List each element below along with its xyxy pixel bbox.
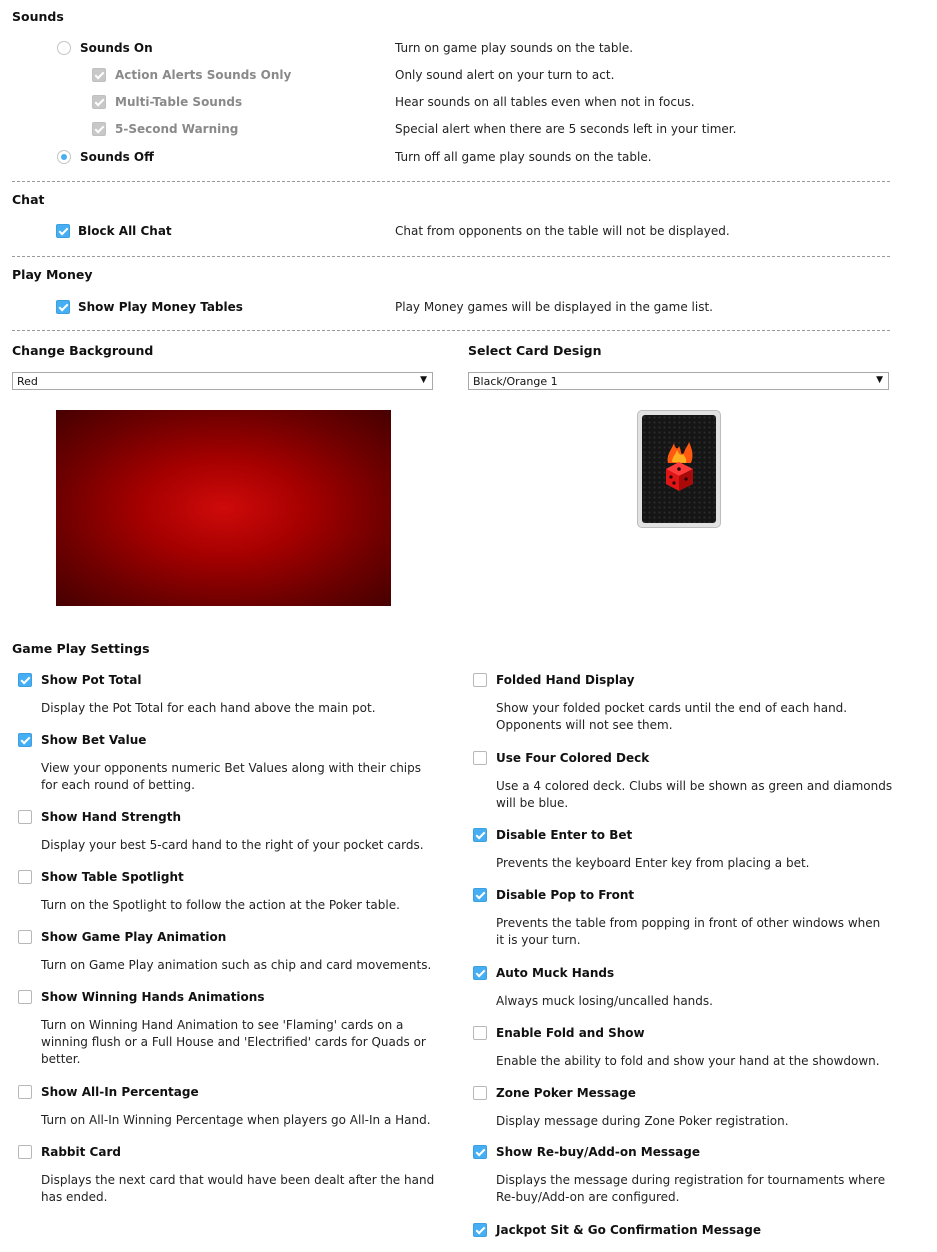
- background-select-value: Red: [17, 375, 38, 388]
- show-table-spotlight-checkbox[interactable]: [18, 870, 32, 884]
- sounds-on-label: Sounds On: [80, 41, 153, 55]
- show-game-play-animation-label: Show Game Play Animation: [41, 930, 227, 944]
- block-all-chat-desc: Chat from opponents on the table will not be displayed.: [395, 224, 730, 238]
- five-second-warning-label: 5-Second Warning: [115, 122, 239, 136]
- enable-fold-and-show-checkbox[interactable]: [473, 1026, 487, 1040]
- show-play-money-checkbox[interactable]: [56, 300, 70, 314]
- action-alerts-checkbox: [92, 68, 106, 82]
- sounds-off-radio[interactable]: [57, 150, 71, 164]
- folded-hand-display-checkbox[interactable]: [473, 673, 487, 687]
- folded-hand-display-label: Folded Hand Display: [496, 673, 635, 687]
- multi-table-sounds-checkbox: [92, 95, 106, 109]
- show-rebuy-addon-message-label: Show Re-buy/Add-on Message: [496, 1145, 700, 1159]
- disable-pop-to-front-desc: Prevents the table from popping in front of other windows when it is your turn.: [496, 916, 881, 947]
- show-game-play-animation-checkbox[interactable]: [18, 930, 32, 944]
- separator: [12, 181, 890, 182]
- show-all-in-percentage-desc: Turn on All-In Winning Percentage when players go All-In a Hand.: [41, 1113, 431, 1127]
- show-game-play-animation-desc: Turn on Game Play animation such as chip and card movements.: [41, 958, 432, 972]
- card-design-preview: [637, 410, 721, 528]
- zone-poker-message-desc: Display message during Zone Poker registration.: [496, 1114, 789, 1128]
- block-all-chat-label: Block All Chat: [78, 224, 172, 238]
- show-pot-total-label: Show Pot Total: [41, 673, 142, 687]
- show-winning-hands-animations-label: Show Winning Hands Animations: [41, 990, 265, 1004]
- play-money-heading: Play Money: [12, 267, 93, 282]
- auto-muck-hands-label: Auto Muck Hands: [496, 966, 615, 980]
- rabbit-card-label: Rabbit Card: [41, 1145, 121, 1159]
- multi-table-sounds-desc: Hear sounds on all tables even when not in focus.: [395, 95, 695, 109]
- dropdown-arrow-icon: ▼: [876, 375, 883, 385]
- enable-fold-and-show-desc: Enable the ability to fold and show your hand at the showdown.: [496, 1054, 880, 1068]
- dropdown-arrow-icon: ▼: [420, 375, 427, 385]
- five-second-warning-desc: Special alert when there are 5 seconds left in your timer.: [395, 122, 737, 136]
- show-rebuy-addon-message-desc: Displays the message during registration for tournaments where Re-buy/Add-on are configured.: [496, 1173, 886, 1204]
- select-card-design-heading: Select Card Design: [468, 343, 602, 358]
- rabbit-card-desc: Displays the next card that would have been dealt after the hand has ended.: [41, 1173, 435, 1204]
- show-all-in-percentage-label: Show All-In Percentage: [41, 1085, 199, 1099]
- show-all-in-percentage-checkbox[interactable]: [18, 1085, 32, 1099]
- flaming-dice-icon: [642, 415, 716, 523]
- background-preview: [56, 410, 391, 606]
- jackpot-sit-go-confirmation-label: Jackpot Sit & Go Confirmation Message: [496, 1223, 762, 1237]
- card-design-select[interactable]: [468, 372, 889, 390]
- action-alerts-label: Action Alerts Sounds Only: [115, 68, 292, 82]
- card-design-select-value: Black/Orange 1: [473, 375, 558, 388]
- disable-enter-to-bet-checkbox[interactable]: [473, 828, 487, 842]
- change-background-heading: Change Background: [12, 343, 154, 358]
- rabbit-card-checkbox[interactable]: [18, 1145, 32, 1159]
- show-bet-value-desc: View your opponents numeric Bet Values along with their chips for each round of betting.: [41, 761, 422, 792]
- four-colored-deck-desc: Use a 4 colored deck. Clubs will be shown as green and diamonds will be blue.: [496, 779, 893, 810]
- disable-pop-to-front-label: Disable Pop to Front: [496, 888, 635, 902]
- disable-enter-to-bet-label: Disable Enter to Bet: [496, 828, 633, 842]
- show-pot-total-checkbox[interactable]: [18, 673, 32, 687]
- background-select[interactable]: [12, 372, 433, 390]
- show-play-money-desc: Play Money games will be displayed in the game list.: [395, 300, 713, 314]
- show-hand-strength-checkbox[interactable]: [18, 810, 32, 824]
- auto-muck-hands-checkbox[interactable]: [473, 966, 487, 980]
- show-bet-value-label: Show Bet Value: [41, 733, 147, 747]
- show-hand-strength-label: Show Hand Strength: [41, 810, 181, 824]
- separator: [12, 256, 890, 257]
- sounds-heading: Sounds: [12, 9, 64, 24]
- sounds-on-radio[interactable]: [57, 41, 71, 55]
- folded-hand-display-desc: Show your folded pocket cards until the end of each hand. Opponents will not see them.: [496, 701, 848, 732]
- show-bet-value-checkbox[interactable]: [18, 733, 32, 747]
- show-winning-hands-animations-desc: Turn on Winning Hand Animation to see 'Flaming' cards on a winning flush or a Full House and 'Electrified' cards for Quads or better.: [41, 1018, 426, 1066]
- show-table-spotlight-desc: Turn on the Spotlight to follow the action at the Poker table.: [41, 898, 400, 912]
- sounds-on-desc: Turn on game play sounds on the table.: [395, 41, 634, 55]
- five-second-warning-checkbox: [92, 122, 106, 136]
- multi-table-sounds-label: Multi-Table Sounds: [115, 95, 243, 109]
- sounds-off-desc: Turn off all game play sounds on the table.: [395, 150, 652, 164]
- zone-poker-message-label: Zone Poker Message: [496, 1086, 636, 1100]
- disable-enter-to-bet-desc: Prevents the keyboard Enter key from placing a bet.: [496, 856, 810, 870]
- sounds-off-label: Sounds Off: [80, 150, 154, 164]
- card-back-face: [642, 415, 716, 523]
- show-play-money-label: Show Play Money Tables: [78, 300, 243, 314]
- auto-muck-hands-desc: Always muck losing/uncalled hands.: [496, 994, 713, 1008]
- game-play-settings-heading: Game Play Settings: [12, 641, 150, 656]
- jackpot-sit-go-confirmation-checkbox[interactable]: [473, 1223, 487, 1237]
- four-colored-deck-checkbox[interactable]: [473, 751, 487, 765]
- disable-pop-to-front-checkbox[interactable]: [473, 888, 487, 902]
- block-all-chat-checkbox[interactable]: [56, 224, 70, 238]
- separator: [12, 330, 890, 331]
- zone-poker-message-checkbox[interactable]: [473, 1086, 487, 1100]
- show-winning-hands-animations-checkbox[interactable]: [18, 990, 32, 1004]
- show-hand-strength-desc: Display your best 5-card hand to the right of your pocket cards.: [41, 838, 424, 852]
- enable-fold-and-show-label: Enable Fold and Show: [496, 1026, 645, 1040]
- show-pot-total-desc: Display the Pot Total for each hand above the main pot.: [41, 701, 376, 715]
- action-alerts-desc: Only sound alert on your turn to act.: [395, 68, 615, 82]
- four-colored-deck-label: Use Four Colored Deck: [496, 751, 650, 765]
- chat-heading: Chat: [12, 192, 45, 207]
- show-table-spotlight-label: Show Table Spotlight: [41, 870, 184, 884]
- show-rebuy-addon-message-checkbox[interactable]: [473, 1145, 487, 1159]
